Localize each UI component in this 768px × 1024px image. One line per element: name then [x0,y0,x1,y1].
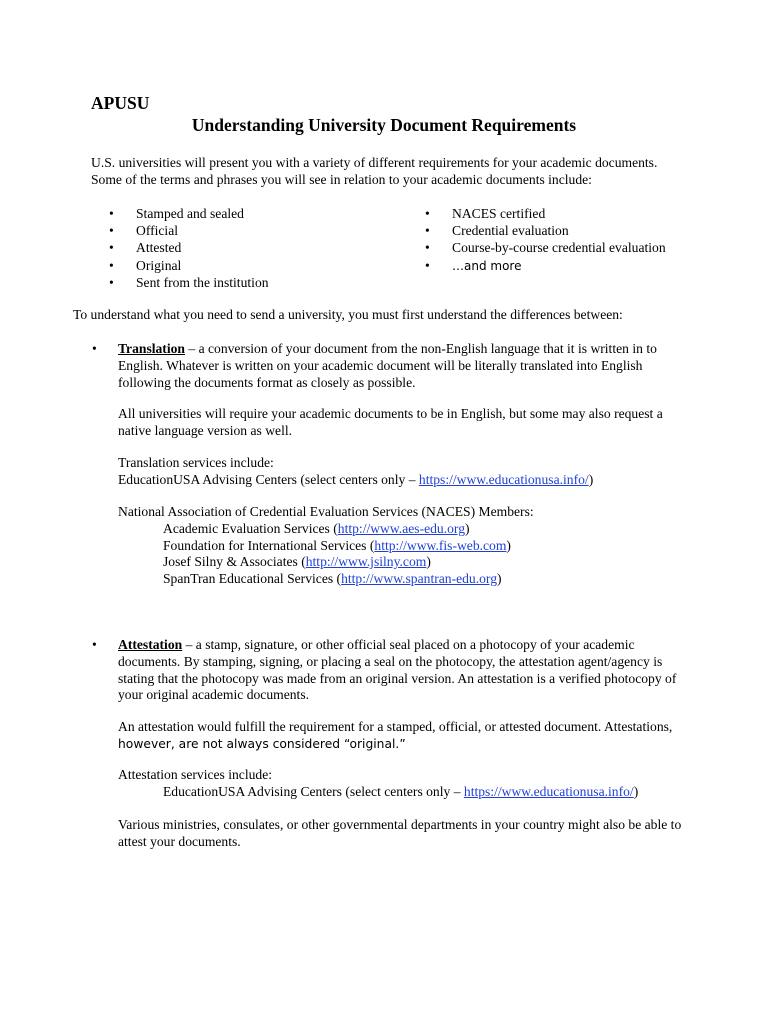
definition-text: – a conversion of your document from the non-English language that it is written in to [184,341,657,356]
note-text: however, are not always considered “original.” [118,736,406,751]
list-item [425,222,666,239]
educationusa-line [118,472,593,489]
terms-list-right [425,205,666,274]
bullet-icon: • [425,240,430,256]
term-label: …and more [452,258,522,273]
bullet-icon: • [109,223,114,239]
intro-paragraph [91,155,657,189]
list-item [109,239,269,256]
definition-text: following the documents format as closely as possible. [118,374,416,390]
bullet-icon: • [425,257,430,273]
paren-close: ) [465,520,470,536]
note-text: native language version as well. [118,422,293,438]
list-item [425,239,666,256]
list-item [109,205,269,222]
member-name: Academic Evaluation Services ( [163,520,338,536]
term-label: NACES certified [452,206,546,221]
paren-close: ) [588,471,594,487]
note-text: All universities will require your academic documents to be in English, but some may also request a [118,406,663,421]
closing-text: attest your documents. [118,833,241,849]
definition-text: documents. By stamping, signing, or placing a seal on the photocopy, the attestation agent/agency is [118,653,663,669]
jsilny-link[interactable]: http://www.jsilny.com [305,554,427,570]
list-item [118,554,534,571]
bullet-icon: • [425,206,430,221]
list-item [118,538,534,555]
paren-close: ) [506,537,511,553]
list-item [109,257,269,274]
list-item [118,571,534,588]
definition-text: your original academic documents. [118,687,310,703]
services-heading: Translation services include: [118,455,274,470]
translation-term: Translation [118,341,185,356]
attestation-closing [118,817,681,851]
bullet-icon: • [92,341,97,356]
definition-text: English. Whatever is written on your academic document will be literally translated into English [118,357,643,373]
aes-link[interactable]: http://www.aes-edu.org [337,520,465,536]
note-text: An attestation would fulfill the requirement for a stamped, official, or attested document. Attestations, [118,719,673,734]
spantran-link[interactable]: http://www.spantran-edu.org [341,571,498,587]
term-label: Course-by-course credential evaluation [452,240,666,256]
list-item [425,205,666,222]
attestation-definition [118,637,676,704]
bullet-icon: • [109,206,114,221]
translation-services [118,455,593,489]
organization-name: APUSU [91,93,150,113]
term-label: Credential evaluation [452,223,569,239]
fis-link[interactable]: http://www.fis-web.com [374,537,507,553]
term-label: Sent from the institution [136,274,269,290]
attestation-note [118,719,672,753]
closing-text: Various ministries, consulates, or other governmental departments in your country might also be able to [118,817,682,832]
list-item [109,274,269,291]
service-name: EducationUSA Advising Centers (select centers only – [163,783,464,799]
paren-close: ) [426,554,431,570]
lead-sentence: To understand what you need to send a university, you must first understand the differences between: [73,307,623,322]
list-item [425,257,666,274]
bullet-icon: • [109,274,114,290]
educationusa-link[interactable]: https://www.educationusa.info/ [463,783,634,799]
attestation-services [118,767,638,801]
member-name: Foundation for International Services ( [163,537,375,553]
bullet-icon: • [109,240,114,256]
service-name: EducationUSA Advising Centers (select centers only – [118,471,419,487]
term-label: Official [136,223,179,239]
term-label: Stamped and sealed [136,206,244,221]
definition-text: stating that the photocopy was made from an original version. An attestation is a verified photocopy of [118,670,677,686]
attestation-term: Attestation [118,637,183,652]
paren-close: ) [633,783,639,799]
paren-close: ) [497,571,502,587]
services-heading: Attestation services include: [118,767,273,782]
bullet-icon: • [425,223,430,239]
bullet-icon: • [109,257,114,273]
term-label: Attested [136,240,182,256]
educationusa-line [118,784,638,801]
intro-line: U.S. universities will present you with a variety of different requirements for your academic documents. [91,155,658,170]
document-title: Understanding University Document Requirements [191,115,577,135]
translation-definition [118,341,657,391]
definition-text: – a stamp, signature, or other official seal placed on a photocopy of your academic [182,637,635,652]
list-item [109,222,269,239]
translation-note [118,406,663,440]
term-label: Original [136,257,182,273]
list-item [118,521,534,538]
member-name: Josef Silny & Associates ( [163,554,306,570]
terms-list-left [109,205,269,291]
member-name: SpanTran Educational Services ( [163,571,342,587]
educationusa-link[interactable]: https://www.educationusa.info/ [418,471,589,487]
naces-members [118,504,534,588]
bullet-icon: • [92,637,97,652]
intro-line: Some of the terms and phrases you will see in relation to your academic documents include: [91,171,592,187]
naces-heading: National Association of Credential Evaluation Services (NACES) Members: [118,504,534,519]
